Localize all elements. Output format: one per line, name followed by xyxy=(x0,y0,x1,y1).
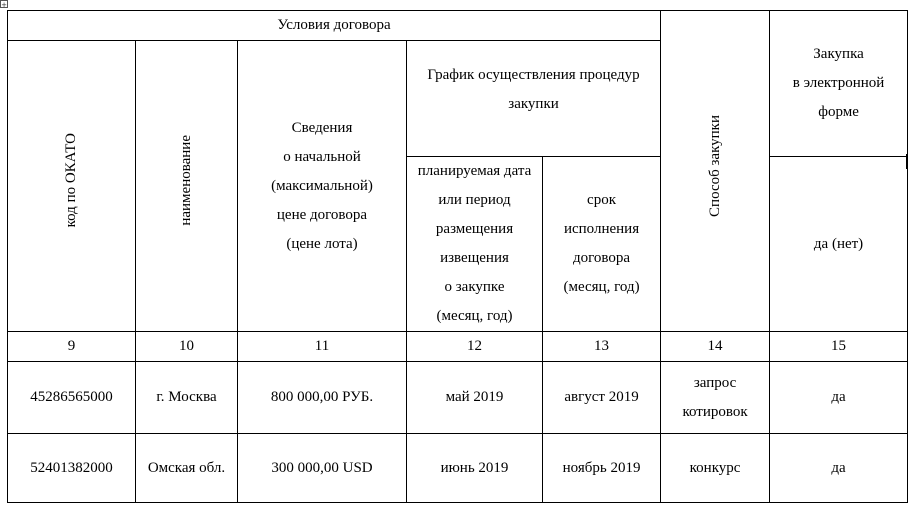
contract-terms-header: Условия договора xyxy=(8,11,661,41)
planned-date-line-1: планируемая дата xyxy=(417,163,532,179)
column-numbers-row xyxy=(8,332,908,362)
column-number-9: 9 xyxy=(8,332,136,362)
okato-cell: 45286565000 xyxy=(8,362,136,434)
execution-term-line-2: исполнения xyxy=(563,221,640,237)
name-cell: Омская обл. xyxy=(136,434,238,503)
schedule-header xyxy=(407,41,661,157)
contract-table xyxy=(7,10,908,503)
name-label: наименование xyxy=(178,135,194,226)
column-number-13: 13 xyxy=(543,332,661,362)
method-cell: конкурс xyxy=(661,434,770,503)
method-line-1: запрос xyxy=(693,374,737,391)
procurement-method-label: Способ закупки xyxy=(706,114,723,217)
electronic-cell: да xyxy=(770,434,908,503)
column-number-15: 15 xyxy=(770,332,908,362)
initial-price-line-3: (максимальной) xyxy=(271,177,373,194)
column-number-10: 10 xyxy=(136,332,238,362)
column-number-14: 14 xyxy=(661,332,770,362)
method-cell xyxy=(661,362,770,434)
planned-date-header xyxy=(407,157,543,332)
execution-term-line-4: (месяц, год) xyxy=(563,279,640,295)
price-cell: 300 000,00 USD xyxy=(238,434,407,503)
initial-price-header xyxy=(238,41,407,332)
placement-cell: июнь 2019 xyxy=(407,434,543,503)
electronic-line-1: Закупка xyxy=(813,46,864,62)
planned-date-line-6: (месяц, год) xyxy=(436,308,513,324)
text-cursor xyxy=(906,154,907,169)
price-cell: 800 000,00 РУБ. xyxy=(238,362,407,434)
table-row xyxy=(8,434,908,503)
initial-price-line-5: (цене лота) xyxy=(286,235,358,252)
column-number-11: 11 xyxy=(238,332,407,362)
yes-no-header: да (нет) xyxy=(770,157,908,332)
execution-cell: август 2019 xyxy=(543,362,661,434)
okato-cell: 52401382000 xyxy=(8,434,136,503)
electronic-cell: да xyxy=(770,362,908,434)
method-line-2: котировок xyxy=(682,403,748,420)
table-move-handle-icon[interactable]: + xyxy=(1,1,7,9)
column-number-12: 12 xyxy=(407,332,543,362)
execution-term-line-3: договора xyxy=(572,250,631,266)
table-row xyxy=(8,362,908,434)
schedule-line-1: График осуществления процедур xyxy=(427,67,640,83)
electronic-header xyxy=(770,11,908,157)
initial-price-line-4: цене договора xyxy=(276,206,368,223)
okato-header xyxy=(8,41,136,332)
schedule-line-2: закупки xyxy=(508,96,559,112)
name-cell: г. Москва xyxy=(136,362,238,434)
procurement-method-header xyxy=(661,11,770,332)
execution-term-line-1: срок xyxy=(587,192,616,208)
name-header xyxy=(136,41,238,332)
initial-price-line-1: Сведения xyxy=(291,119,353,136)
execution-cell: ноябрь 2019 xyxy=(543,434,661,503)
planned-date-line-3: размещения xyxy=(435,221,514,237)
initial-price-line-2: о начальной xyxy=(283,148,361,165)
header-row-1 xyxy=(8,11,908,41)
execution-term-header xyxy=(543,157,661,332)
planned-date-line-2: или период xyxy=(438,192,511,208)
electronic-line-2: в электронной xyxy=(792,75,885,91)
planned-date-line-5: о закупке xyxy=(444,279,505,295)
placement-cell: май 2019 xyxy=(407,362,543,434)
okato-label: код по ОКАТО xyxy=(63,133,79,228)
electronic-line-3: форме xyxy=(818,104,859,120)
planned-date-line-4: извещения xyxy=(440,250,509,266)
